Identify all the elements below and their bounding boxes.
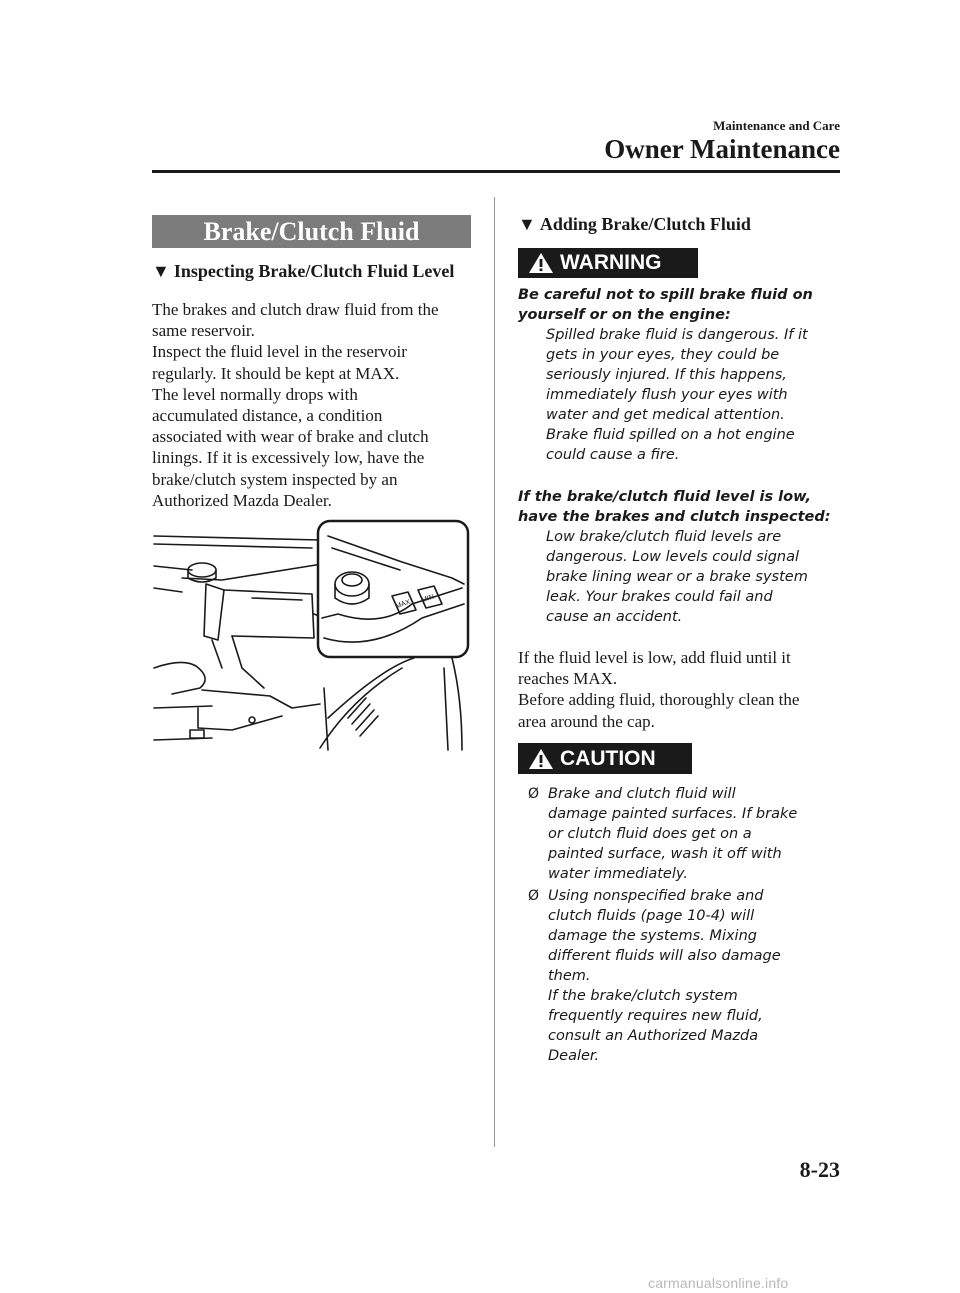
text-line: The level normally drops with — [152, 384, 358, 404]
page-number: 8-23 — [799, 1157, 840, 1182]
caution-line: different fluids will also damage — [548, 948, 781, 964]
caution-line: Brake and clutch fluid will — [548, 786, 736, 802]
warning-body-line: immediately flush your eyes with — [546, 387, 788, 403]
caution-line: If the brake/clutch system — [548, 988, 738, 1004]
text-line: area around the cap. — [518, 711, 655, 731]
caution-line: them. — [548, 968, 591, 984]
warning-lead-line: yourself or on the engine: — [518, 307, 731, 323]
warning-body-line: dangerous. Low levels could signal — [546, 549, 800, 565]
warning-triangle-icon — [528, 252, 554, 274]
header-section-label: Maintenance and Care — [713, 118, 840, 133]
caution-line: damage the systems. Mixing — [548, 928, 757, 944]
text-line: If the fluid level is low, add fluid until it — [518, 648, 791, 667]
warning-spill — [518, 285, 838, 465]
warning-body-line: leak. Your brakes could fail and — [546, 589, 773, 605]
caution-line: damage painted surfaces. If brake — [548, 806, 798, 822]
caution-item — [518, 886, 848, 1066]
subheading-text: Inspecting Brake/Clutch Fluid Level — [173, 261, 455, 281]
text-line: same reservoir. — [152, 321, 255, 341]
triangle-marker-icon: ▼ — [152, 261, 170, 281]
text-line: reaches MAX. — [518, 669, 618, 689]
caution-line: Using nonspecified brake and — [548, 888, 764, 904]
caution-label — [518, 743, 692, 774]
caution-line: water immediately. — [548, 866, 688, 882]
warning-lead-line: Be careful not to spill brake fluid on — [518, 287, 813, 303]
warning-body-line: cause an accident. — [546, 609, 683, 625]
caution-line: frequently requires new fluid, — [548, 1008, 763, 1024]
warning-body-line: Low brake/clutch fluid levels are — [546, 529, 782, 545]
warning-body-line: could cause a fire. — [546, 447, 680, 463]
brake-reservoir-illustration — [152, 518, 472, 758]
text-line: Inspect the fluid level in the reservoir — [152, 342, 407, 362]
caution-list — [518, 784, 848, 1068]
subheading-inspecting — [152, 261, 454, 282]
text-line: brake/clutch system inspected by an — [152, 469, 398, 489]
column-divider — [494, 197, 495, 1147]
caution-line: or clutch fluid does get on a — [548, 826, 752, 842]
warning-body-line: brake lining wear or a brake system — [546, 569, 808, 585]
caution-line: Dealer. — [548, 1048, 600, 1064]
section-title: Brake/Clutch Fluid — [152, 215, 471, 248]
text-line: associated with wear of brake and clutch — [152, 427, 429, 447]
warning-body-line: Brake fluid spilled on a hot engine — [546, 427, 795, 443]
text-line: Authorized Mazda Dealer. — [152, 490, 332, 510]
warning-body-line: gets in your eyes, they could be — [546, 347, 780, 363]
max-mark-label: MAX — [394, 598, 412, 611]
subheading-text: Adding Brake/Clutch Fluid — [539, 214, 751, 234]
header-rule — [152, 170, 840, 173]
triangle-marker-icon: ▼ — [518, 214, 536, 234]
inspect-paragraph — [152, 299, 477, 511]
min-mark-label: MIN — [420, 593, 436, 605]
warning-low-level — [518, 487, 838, 627]
warning-body-line: seriously injured. If this happens, — [546, 367, 787, 383]
arrow-bullet-icon: Ø — [528, 786, 540, 802]
adding-paragraph — [518, 647, 838, 732]
text-line: accumulated distance, a condition — [152, 406, 383, 426]
warning-label — [518, 248, 698, 278]
subheading-adding — [518, 214, 751, 235]
warning-lead-line: If the brake/clutch fluid level is low, — [518, 489, 812, 505]
text-line: The brakes and clutch draw fluid from the — [152, 300, 439, 319]
caution-line: clutch fluids (page 10-4) will — [548, 908, 755, 924]
warning-body-line: Spilled brake fluid is dangerous. If it — [546, 327, 808, 343]
warning-label-text: WARNING — [560, 251, 662, 274]
text-line: regularly. It should be kept at MAX. — [152, 363, 400, 383]
text-line: linings. If it is excessively low, have the — [152, 448, 425, 468]
caution-item — [518, 784, 848, 884]
caution-line: painted surface, wash it off with — [548, 846, 782, 862]
caution-line: consult an Authorized Mazda — [548, 1028, 759, 1044]
caution-label-text: CAUTION — [560, 746, 656, 770]
text-line: Before adding fluid, thoroughly clean the — [518, 690, 800, 710]
arrow-bullet-icon: Ø — [528, 888, 540, 904]
header-title: Owner Maintenance — [604, 134, 840, 164]
caution-triangle-icon — [528, 748, 554, 770]
warning-body-line: water and get medical attention. — [546, 407, 785, 423]
watermark: carmanualsonline.info — [648, 1275, 789, 1291]
warning-lead-line: have the brakes and clutch inspected: — [518, 509, 831, 525]
